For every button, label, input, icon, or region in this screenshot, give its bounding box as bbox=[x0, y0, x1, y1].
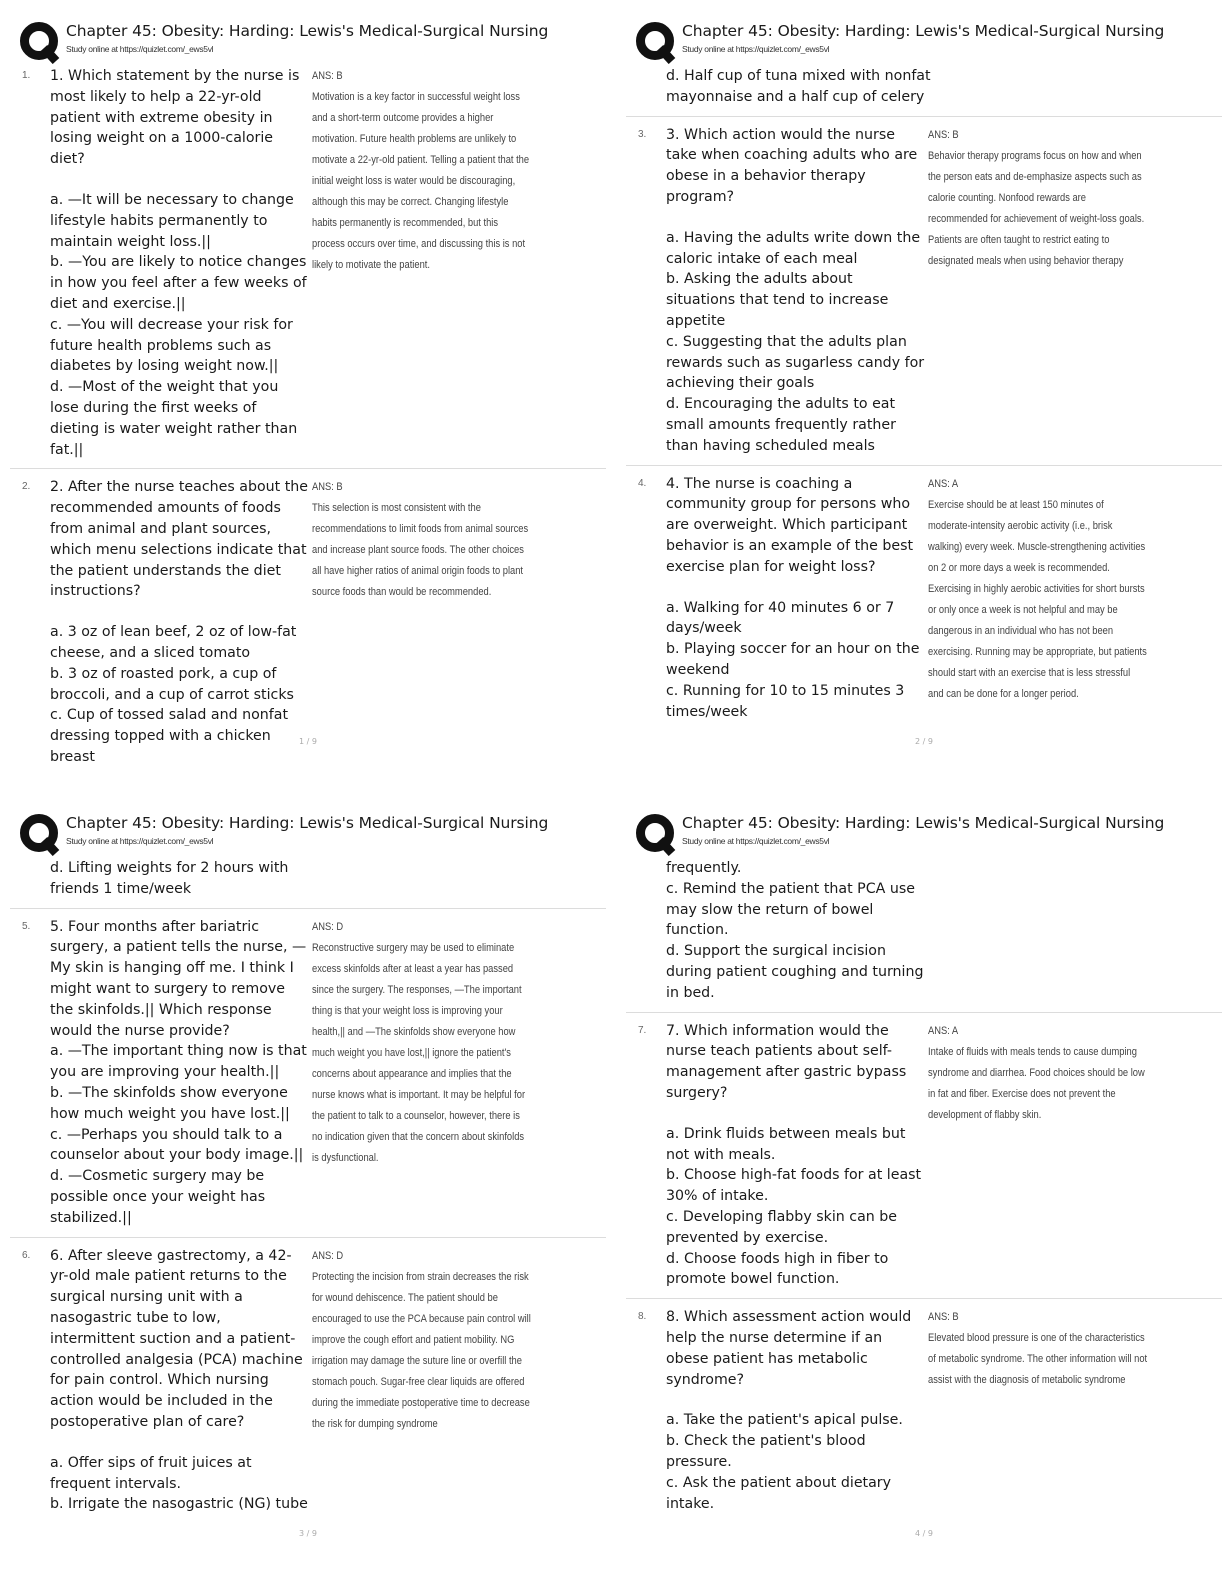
option-c: c. —You will decrease your risk for future health problems such as diabetes by losing weight now.|| bbox=[50, 316, 293, 375]
answer-key: ANS: A bbox=[928, 477, 959, 490]
option-a: a. Walking for 40 minutes 6 or 7 days/week bbox=[666, 599, 895, 637]
page-title: Chapter 45: Obesity: Harding: Lewis's Medical-Surgical Nursing bbox=[66, 22, 549, 40]
question-body bbox=[50, 477, 310, 767]
question-number: 2. bbox=[22, 481, 31, 493]
question-card bbox=[626, 1298, 1222, 1514]
question-stem: 2. After the nurse teaches about the recommended amounts of foods from animal and plant sources, which menu selections indicate that the patient understands the diet instructions? bbox=[50, 479, 308, 600]
answer-rationale: Reconstructive surgery may be used to eliminate excess skinfolds after at least a year has passed since the surgery. The responses, —The important thing is that your weight loss is improving your health,|| and —The skinfolds show everyone how much weight you have lost,|| ignore the patient's concerns about appearance and implies that the nurse knows what is important. It may be helpful for the patient to talk to a counselor, however, there is no indication given that the concern about skinfolds is dysfunctional. bbox=[312, 941, 526, 1164]
answer-column bbox=[928, 474, 1147, 723]
option-b: b. 3 oz of roasted pork, a cup of broccoli, and a cup of carrot sticks bbox=[50, 665, 294, 703]
study-link[interactable]: Study online at https://quizlet.com/_ews5vl bbox=[66, 44, 214, 54]
question-number: 1. bbox=[22, 70, 31, 81]
option-b: b. —The skinfolds show everyone how much weight you have lost.|| bbox=[50, 1084, 290, 1122]
option-d: d. Encouraging the adults to eat small amounts frequently rather than having scheduled meals bbox=[666, 396, 896, 454]
question-stem: 6. After sleeve gastrectomy, a 42-yr-old male patient returns to the surgical nursing unit with a nasogastric tube to low, intermittent suction and a patient-controlled analgesia (PCA) machine for pain control. Which nursing action would be included in the postoperative plan of care? bbox=[50, 1247, 303, 1430]
question-body bbox=[50, 1246, 310, 1516]
question-stem: 3. Which action would the nurse take when coaching adults who are obese in a behavior therapy program? bbox=[666, 126, 918, 205]
answer-column bbox=[312, 917, 531, 1229]
option-b: b. —You are likely to notice changes in how you feel after a few weeks of diet and exercise.|| bbox=[50, 254, 307, 312]
page-header bbox=[10, 808, 606, 856]
page-title: Chapter 45: Obesity: Harding: Lewis's Medical-Surgical Nursing bbox=[66, 814, 549, 832]
page-number: 2 / 9 bbox=[915, 737, 933, 746]
question-number: 4. bbox=[638, 477, 647, 489]
option-a: a. Having the adults write down the caloric intake of each meal bbox=[666, 229, 921, 267]
question-card bbox=[10, 908, 606, 1229]
page-3 bbox=[10, 808, 606, 1578]
option-b-continued: frequently. bbox=[666, 860, 742, 876]
quizlet-logo-icon bbox=[634, 20, 678, 64]
option-d: d. —Most of the weight that you lose during the first weeks of dieting is water weight rather than fat.|| bbox=[50, 379, 298, 458]
question-number: 8. bbox=[638, 1311, 647, 1323]
option-c-continued: c. Remind the patient that PCA use may slow the return of bowel function. bbox=[666, 880, 915, 939]
answer-column bbox=[312, 66, 531, 460]
quizlet-logo-icon bbox=[18, 812, 62, 856]
answer-rationale: Elevated blood pressure is one of the characteristics of metabolic syndrome. The other information will not assist with the diagnosis of metabolic syndrome bbox=[928, 1332, 1148, 1387]
option-b: b. Asking the adults about situations that tend to increase appetite bbox=[666, 271, 889, 329]
question-body bbox=[666, 125, 926, 457]
answer-rationale: Intake of fluids with meals tends to cause dumping syndrome and diarrhea. Food choices should be low in fat and fiber. Exercise does not prevent the development of flabby skin. bbox=[928, 1045, 1145, 1121]
page-number: 1 / 9 bbox=[299, 737, 317, 746]
answer-column bbox=[312, 477, 531, 767]
answer-rationale: This selection is most consistent with the recommendations to limit foods from animal sources and increase plant source foods. The other choices all have higher ratios of animal origin foods to plant source foods than would be recommended. bbox=[312, 502, 529, 599]
study-link[interactable]: Study online at https://quizlet.com/_ews5vl bbox=[682, 836, 830, 846]
page-4 bbox=[626, 808, 1222, 1578]
option-b: b. Check the patient's blood pressure. bbox=[666, 1433, 866, 1470]
question-body bbox=[666, 474, 926, 723]
study-link[interactable]: Study online at https://quizlet.com/_ews5vl bbox=[66, 836, 214, 846]
option-d-continued: d. Half cup of tuna mixed with nonfat mayonnaise and a half cup of celery bbox=[666, 68, 931, 105]
question-card bbox=[626, 116, 1222, 457]
answer-rationale: Exercise should be at least 150 minutes of moderate-intensity aerobic activity (i.e., brisk walking) every week. Muscle-strengthening activities on 2 or more days a week is recommended. Exercising in highly aerobic activities for short bursts or only once a week is not helpful and may be dangerous in an individual who has not been exercising. Running may be appropriate, but patients should start with an exercise that is less stressful and can be done for a longer period. bbox=[928, 498, 1147, 700]
option-d-continued: d. Support the surgical incision during patient coughing and turning in bed. bbox=[666, 943, 924, 1001]
option-a: a. 3 oz of lean beef, 2 oz of low-fat cheese, and a sliced tomato bbox=[50, 624, 297, 661]
answer-column bbox=[928, 1021, 1147, 1291]
answer-key: ANS: B bbox=[312, 70, 343, 82]
option-b: b. Choose high-fat foods for at least 30% of intake. bbox=[666, 1167, 922, 1205]
question-body bbox=[666, 1307, 926, 1514]
page-header bbox=[626, 16, 1222, 64]
option-a: a. —It will be necessary to change lifestyle habits permanently to maintain weight loss.|| bbox=[50, 191, 294, 250]
answer-column bbox=[928, 1307, 1147, 1514]
page-title: Chapter 45: Obesity: Harding: Lewis's Medical-Surgical Nursing bbox=[682, 22, 1165, 40]
answer-key: ANS: B bbox=[312, 481, 343, 494]
question-card bbox=[10, 66, 606, 460]
option-d: d. —Cosmetic surgery may be possible once your weight has stabilized.|| bbox=[50, 1168, 266, 1226]
page-header bbox=[10, 16, 606, 64]
question-body bbox=[50, 66, 310, 460]
question-body bbox=[666, 1021, 926, 1291]
answer-rationale: Motivation is a key factor in successful weight loss and a short-term outcome provides a higher motivation. Future health problems are unlikely to motivate a 22-yr-old patient. Telling a patient that the initial weight loss is water would be discouraging, although this may be correct. Changing lifestyle habits permanently is recommended, but this process occurs over time, and discussing this is not likely to motivate the patient. bbox=[312, 91, 530, 271]
option-c: c. Suggesting that the adults plan rewards such as sugarless candy for achieving their goals bbox=[666, 333, 925, 392]
page-number: 4 / 9 bbox=[915, 1529, 933, 1538]
question-stem: 5. Four months after bariatric surgery, a patient tells the nurse, —My skin is hanging off me. I think I might want to surgery to remove the skinfolds.|| Which response would the nurse provide? bbox=[50, 918, 307, 1039]
question-number: 7. bbox=[638, 1024, 647, 1036]
question-stem: 8. Which assessment action would help the nurse determine if an obese patient has metabolic syndrome? bbox=[666, 1309, 912, 1388]
option-b: b. Irrigate the nasogastric (NG) tube bbox=[50, 1496, 308, 1513]
option-c: c. —Perhaps you should talk to a counselor about your body image.|| bbox=[50, 1126, 304, 1164]
answer-column bbox=[312, 1246, 531, 1516]
option-c: c. Ask the patient about dietary intake. bbox=[666, 1474, 892, 1512]
question-card bbox=[626, 1012, 1222, 1291]
question-number: 6. bbox=[22, 1249, 31, 1261]
option-a: a. —The important thing now is that you are improving your health.|| bbox=[50, 1043, 307, 1081]
page-title: Chapter 45: Obesity: Harding: Lewis's Medical-Surgical Nursing bbox=[682, 814, 1165, 832]
question-card bbox=[10, 1237, 606, 1516]
question-stem: 4. The nurse is coaching a community group for persons who are overweight. Which participant behavior is an example of the best exercise plan for weight loss? bbox=[666, 475, 914, 575]
answer-key: ANS: B bbox=[928, 1311, 959, 1324]
page-1 bbox=[10, 16, 606, 786]
answer-rationale: Behavior therapy programs focus on how and when the person eats and de-emphasize aspects such as calorie counting. Nonfood rewards are recommended for achievement of weight-loss goals. Patients are often taught to restrict eating to designated meals when using behavior therapy bbox=[928, 149, 1145, 267]
question-body bbox=[50, 917, 310, 1229]
answer-key: ANS: A bbox=[928, 1024, 959, 1037]
question-number: 3. bbox=[638, 128, 647, 140]
option-c: c. Cup of tossed salad and nonfat dressing topped with a chicken breast bbox=[50, 707, 289, 765]
question-card bbox=[626, 465, 1222, 723]
option-c: c. Running for 10 to 15 minutes 3 times/week bbox=[666, 682, 905, 720]
question-stem: 1. Which statement by the nurse is most likely to help a 22-yr-old patient with extreme obesity in losing weight on a 1000-calorie diet? bbox=[50, 68, 300, 168]
quizlet-logo-icon bbox=[18, 20, 62, 64]
page-header bbox=[626, 808, 1222, 856]
answer-key: ANS: D bbox=[312, 920, 344, 933]
quizlet-logo-icon bbox=[634, 812, 678, 856]
answer-column bbox=[928, 125, 1147, 457]
study-link[interactable]: Study online at https://quizlet.com/_ews5vl bbox=[682, 44, 830, 54]
option-a: a. Drink fluids between meals but not with meals. bbox=[666, 1125, 906, 1163]
option-a: a. Take the patient's apical pulse. bbox=[666, 1412, 903, 1429]
question-card bbox=[10, 468, 606, 767]
question-stem: 7. Which information would the nurse teach patients about self-management after gastric bypass surgery? bbox=[666, 1022, 907, 1101]
option-b: b. Playing soccer for an hour on the weekend bbox=[666, 641, 920, 678]
answer-key: ANS: B bbox=[928, 128, 959, 141]
page-number: 3 / 9 bbox=[299, 1529, 317, 1538]
option-d-continued: d. Lifting weights for 2 hours with friends 1 time/week bbox=[50, 860, 289, 897]
answer-key: ANS: D bbox=[312, 1249, 344, 1262]
answer-rationale: Protecting the incision from strain decreases the risk for wound dehiscence. The patient should be encouraged to use the PCA because pain control will improve the cough effort and patient mobility. NG irrigation may damage the suture line or overfill the stomach pouch. Sugar-free clear liquids are offered during the immediate postoperative time to decrease the risk for dumping syndrome bbox=[312, 1270, 531, 1430]
question-number: 5. bbox=[22, 920, 31, 932]
option-d: d. Choose foods high in fiber to promote bowel function. bbox=[666, 1250, 889, 1288]
page-2 bbox=[626, 16, 1222, 786]
option-c: c. Developing flabby skin can be prevented by exercise. bbox=[666, 1208, 898, 1246]
option-a: a. Offer sips of fruit juices at frequent intervals. bbox=[50, 1454, 252, 1492]
